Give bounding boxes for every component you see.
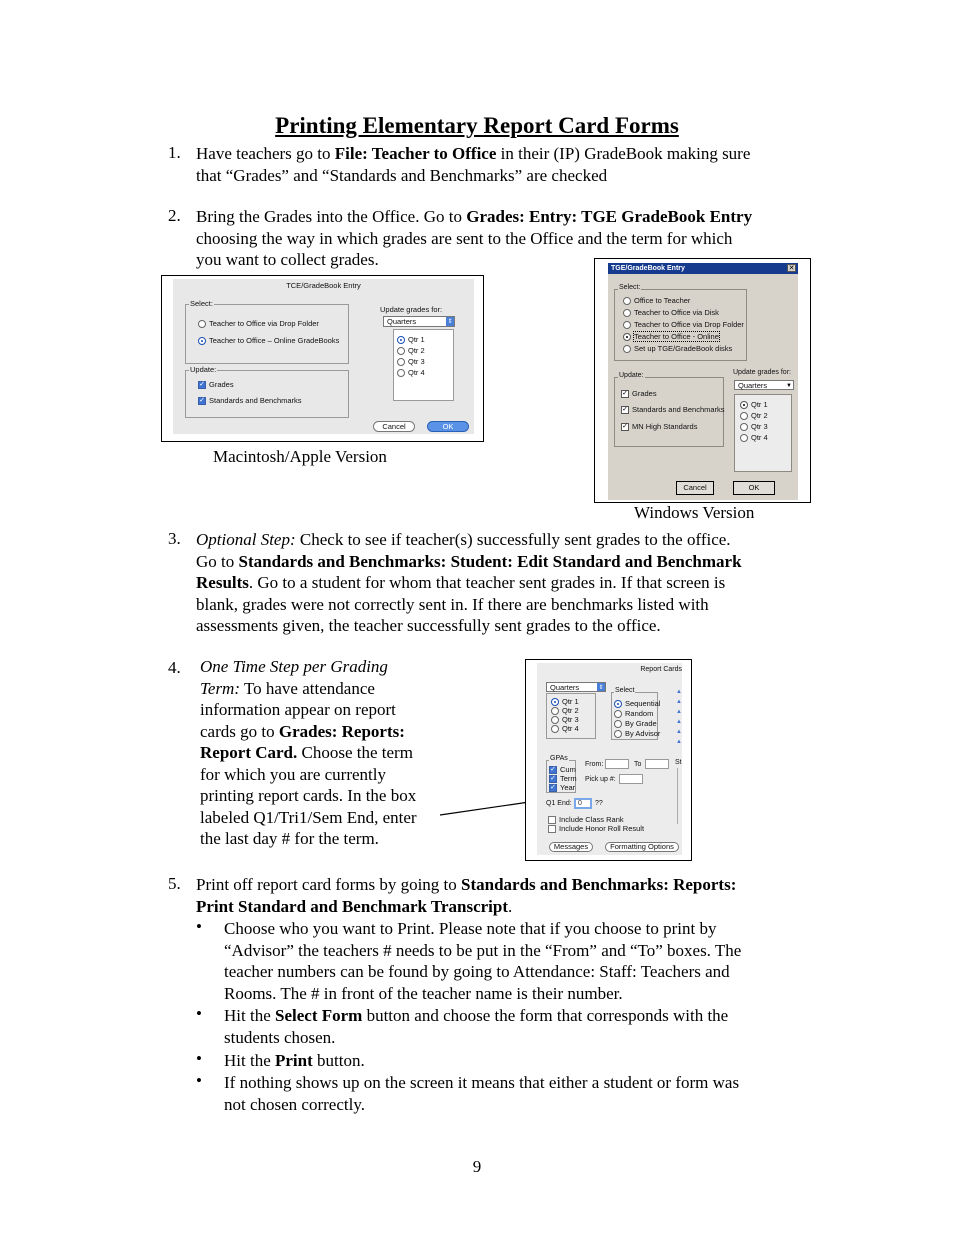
step-5-text: Print off report card forms by going to Standards and Benchmarks: Reports: Print Standard and Benchmark Transcript. — [196, 875, 737, 916]
report-cards-title: Report Cards — [640, 666, 682, 673]
radio-selected-icon[interactable] — [198, 337, 206, 345]
radio-selected-icon[interactable] — [397, 336, 405, 344]
rc-qtr-4[interactable] — [551, 724, 579, 733]
mac-quarter-list — [393, 329, 454, 401]
win-update-label: Update: — [619, 372, 644, 379]
win-update-grades-label: Update grades for: — [733, 369, 791, 376]
win-update-group — [614, 372, 725, 447]
rc-select-label: Select — [615, 687, 635, 694]
radio-icon[interactable] — [614, 710, 622, 718]
radio-icon[interactable] — [740, 434, 748, 442]
step-2-number: 2. — [168, 206, 181, 225]
checkbox-checked-icon[interactable]: ✓ — [199, 381, 205, 388]
rc-select-group — [611, 687, 661, 740]
rc-radio-random[interactable] — [614, 709, 653, 718]
win-check-standards[interactable] — [621, 405, 725, 414]
rc-from-input[interactable] — [605, 759, 629, 769]
rc-check-class-rank[interactable] — [548, 815, 624, 824]
radio-icon[interactable] — [740, 412, 748, 420]
radio-label: Random — [625, 709, 654, 718]
win-ok-button[interactable]: OK — [733, 481, 775, 495]
rc-qtr-2[interactable] — [551, 706, 579, 715]
mac-check-grades[interactable] — [198, 380, 234, 389]
radio-icon[interactable] — [623, 309, 631, 317]
radio-selected-icon[interactable] — [551, 698, 559, 706]
win-qtr-3[interactable] — [740, 422, 768, 431]
mac-term-dropdown[interactable] — [383, 316, 455, 327]
qtr-label: Qtr 4 — [562, 724, 579, 733]
step-1-number: 1. — [168, 143, 181, 162]
rc-q1-end-label: Q1 End: — [546, 800, 572, 807]
mac-cancel-button[interactable]: Cancel — [373, 421, 415, 432]
win-radio-setup-disks[interactable] — [623, 344, 732, 353]
checkbox-checked-icon[interactable]: ✓ — [622, 406, 628, 413]
win-check-grades[interactable] — [621, 389, 657, 398]
rc-gpa-label: GPAs — [550, 755, 568, 762]
radio-icon[interactable] — [198, 320, 206, 328]
radio-label: Sequential — [625, 699, 661, 708]
win-select-group — [614, 284, 747, 361]
qtr-label: Qtr 3 — [562, 715, 579, 724]
rc-quarter-list — [546, 693, 596, 739]
checkbox-label: Grades — [209, 380, 234, 389]
checkbox-checked-icon[interactable]: ✓ — [199, 397, 205, 404]
radio-label: Teacher to Office - Online — [634, 332, 719, 341]
checkbox-label: Cum — [560, 765, 576, 774]
rc-scroll-arrows-icon[interactable]: ▲ ▲ ▲ ▲ ▲ ▲ — [676, 689, 682, 745]
checkbox-label: Include Honor Roll Result — [559, 824, 645, 833]
close-icon[interactable]: ✕ — [788, 265, 795, 272]
rc-qtr-1[interactable] — [551, 697, 579, 706]
dropdown-value: Quarters — [738, 381, 768, 390]
page-number: 9 — [472, 1157, 482, 1176]
rc-check-cum[interactable] — [549, 765, 576, 774]
rc-to-input[interactable] — [645, 759, 669, 769]
radio-label: Office to Teacher — [634, 296, 691, 305]
radio-label: Set up TGE/GradeBook disks — [634, 344, 733, 353]
radio-label: By Advisor — [625, 729, 661, 738]
win-radio-via-disk[interactable] — [623, 308, 719, 317]
radio-icon[interactable] — [614, 730, 622, 738]
radio-selected-icon[interactable] — [623, 333, 631, 341]
mac-dialog-window — [173, 279, 474, 434]
rc-cut-text: St — [675, 759, 682, 766]
rc-gpa-group — [546, 755, 577, 793]
win-cancel-button[interactable]: Cancel — [676, 481, 714, 495]
mac-qtr-3[interactable] — [397, 357, 425, 366]
windows-caption: Windows Version — [634, 503, 755, 522]
windows-dialog-title: TGE/GradeBook Entry — [608, 263, 798, 274]
radio-icon[interactable] — [397, 358, 405, 366]
mac-update-label: Update: — [190, 365, 217, 374]
win-qtr-1[interactable] — [740, 400, 768, 409]
qtr-label: Qtr 1 — [562, 697, 579, 706]
report-cards-dialog-screenshot — [525, 659, 692, 861]
win-radio-online[interactable] — [623, 332, 719, 341]
checkbox-label: Standards and Benchmarks — [209, 396, 302, 405]
rc-pickup-input[interactable] — [619, 774, 643, 784]
checkbox-checked-icon[interactable]: ✓ — [622, 423, 628, 430]
radio-label: By Grade — [625, 719, 657, 728]
bullet-nothing-shows: If nothing shows up on the screen it means that either a student or form was not chosen correctly. — [224, 1073, 740, 1114]
dropdown-value: Quarters — [550, 683, 580, 692]
qtr-label: Qtr 3 — [751, 422, 768, 431]
radio-selected-icon[interactable] — [614, 700, 622, 708]
rc-radio-sequential[interactable] — [614, 699, 660, 708]
checkbox-label: Standards and Benchmarks — [632, 405, 725, 414]
mac-qtr-2[interactable] — [397, 346, 425, 355]
rc-q1-end-input[interactable]: 0 — [574, 798, 592, 809]
checkbox-checked-icon[interactable]: ✓ — [550, 766, 556, 773]
radio-icon[interactable] — [623, 345, 631, 353]
rc-qtr-3[interactable] — [551, 715, 579, 724]
mac-dialog-title: TCE/GradeBook Entry — [286, 281, 361, 290]
checkbox-icon[interactable] — [548, 816, 556, 824]
mac-qtr-4[interactable] — [397, 368, 425, 377]
windows-dialog-window — [608, 263, 798, 500]
mac-radio-drop-folder[interactable] — [198, 319, 319, 328]
win-select-label: Select: — [619, 284, 641, 291]
rc-q1-end-suffix: ?? — [595, 800, 603, 807]
checkbox-checked-icon[interactable]: ✓ — [622, 390, 628, 397]
radio-label: Teacher to Office – Online GradeBooks — [209, 336, 340, 345]
rc-check-year[interactable] — [549, 783, 575, 792]
radio-icon[interactable] — [623, 321, 631, 329]
step-4-text: One Time Step per Grading Term: To have attendance information appear on report cards go to Grades: Reports: Report Card. Choose the term for which you are currently printing report cards. In the box labeled Q1/Tri1/Sem End, enter the last day # for the term. — [200, 657, 417, 848]
step-4-number: 4. — [168, 658, 181, 677]
radio-icon[interactable] — [397, 369, 405, 377]
rc-formatting-options-button[interactable]: Formatting Options — [605, 842, 679, 852]
win-qtr-4[interactable] — [740, 433, 768, 442]
mac-ok-button[interactable]: OK — [427, 421, 469, 432]
bullet-icon: • — [196, 1071, 202, 1090]
checkbox-icon[interactable] — [548, 825, 556, 833]
qtr-label: Qtr 2 — [562, 706, 579, 715]
radio-icon[interactable] — [551, 725, 559, 733]
win-qtr-2[interactable] — [740, 411, 768, 420]
qtr-label: Qtr 4 — [408, 368, 425, 377]
rc-term-dropdown[interactable] — [546, 682, 606, 692]
mac-select-group — [185, 299, 349, 364]
bullet-icon: • — [196, 917, 202, 936]
step-3-number: 3. — [168, 529, 181, 548]
mac-select-label: Select: — [190, 299, 213, 308]
radio-label: Teacher to Office via Disk — [634, 308, 719, 317]
qtr-label: Qtr 2 — [408, 346, 425, 355]
bullet-icon: • — [196, 1004, 202, 1023]
qtr-label: Qtr 3 — [408, 357, 425, 366]
win-check-mn-high[interactable] — [621, 422, 697, 431]
win-term-dropdown[interactable] — [734, 380, 794, 390]
bullet-select-form: Hit the Select Form button and choose the form that corresponds with the students chosen. — [224, 1006, 729, 1047]
rc-to-label: To — [634, 761, 642, 768]
mac-radio-online[interactable] — [198, 336, 339, 345]
rc-radio-by-advisor[interactable] — [614, 729, 660, 738]
bullet-print: Hit the Print button. — [224, 1051, 365, 1070]
rc-pickup-label: Pick up #: — [585, 776, 616, 783]
checkbox-label: Year — [560, 783, 576, 792]
rc-divider — [677, 768, 678, 824]
mac-qtr-1[interactable] — [397, 335, 425, 344]
dropdown-arrows-icon: ⇕ — [598, 685, 604, 691]
page-title: Printing Elementary Report Card Forms — [275, 113, 679, 138]
radio-icon[interactable] — [551, 707, 559, 715]
radio-label: Teacher to Office via Drop Folder — [634, 320, 744, 329]
mac-update-group — [185, 365, 349, 418]
radio-label: Teacher to Office via Drop Folder — [209, 319, 319, 328]
mac-check-standards[interactable] — [198, 396, 302, 405]
step-2-text: Bring the Grades into the Office. Go to Grades: Entry: TGE GradeBook Entry choosing the way in which grades are sent to the Office and the term for which you want to collect grades. — [196, 207, 753, 269]
chevron-down-icon: ▼ — [786, 383, 792, 389]
win-radio-office-to-teacher[interactable] — [623, 296, 690, 305]
qtr-label: Qtr 1 — [408, 335, 425, 344]
radio-icon[interactable] — [614, 720, 622, 728]
win-radio-drop-folder[interactable] — [623, 320, 744, 329]
qtr-label: Qtr 2 — [751, 411, 768, 420]
radio-icon[interactable] — [551, 716, 559, 724]
step-1-text: Have teachers go to File: Teacher to Office in their (IP) GradeBook making sure that “Grades” and “Standards and Benchmarks” are checked — [196, 144, 751, 185]
windows-dialog-screenshot — [594, 258, 811, 503]
mac-update-grades-label: Update grades for: — [380, 305, 443, 314]
checkbox-label: Include Class Rank — [559, 815, 624, 824]
dropdown-value: Quarters — [387, 317, 417, 326]
checkbox-label: MN High Standards — [632, 422, 698, 431]
bullet-icon: • — [196, 1049, 202, 1068]
checkbox-checked-icon[interactable]: ✓ — [550, 775, 556, 782]
radio-icon[interactable] — [740, 423, 748, 431]
rc-check-term[interactable] — [549, 774, 577, 783]
checkbox-label: Term — [560, 774, 577, 783]
dropdown-arrows-icon: ⇕ — [447, 319, 453, 325]
radio-icon[interactable] — [397, 347, 405, 355]
bullet-choose-who: Choose who you want to Print. Please note that if you choose to print by “Advisor” the teachers # needs to be put in the “From” and “To” boxes. The teacher numbers can be found by going to Attendance: Staff: Teachers and Rooms. The # in front of the teacher name is their number. — [224, 919, 742, 1003]
step-5-number: 5. — [168, 874, 181, 893]
step-3-text: Optional Step: Check to see if teacher(s) successfully sent grades to the office. Go to Standards and Benchmarks: Student: Edit Standard and Benchmark Results. Go to a student for whom that teacher sent grades in. If that screen is blank, grades were not correctly sent in. If there are benchmarks listed with assessments given, the teacher successfully sent grades to the office. — [196, 530, 742, 635]
mac-caption: Macintosh/Apple Version — [213, 447, 387, 466]
checkbox-checked-icon[interactable]: ✓ — [550, 784, 556, 791]
qtr-label: Qtr 4 — [751, 433, 768, 442]
mac-dialog-screenshot — [161, 275, 484, 442]
rc-check-honor-roll[interactable] — [548, 824, 644, 833]
report-cards-window — [537, 663, 682, 855]
radio-icon[interactable] — [623, 297, 631, 305]
rc-radio-by-grade[interactable] — [614, 719, 657, 728]
qtr-label: Qtr 1 — [751, 400, 768, 409]
rc-from-label: From: — [585, 761, 604, 768]
win-quarter-list — [734, 394, 792, 472]
rc-messages-button[interactable]: Messages — [549, 842, 593, 852]
radio-selected-icon[interactable] — [740, 401, 748, 409]
checkbox-label: Grades — [632, 389, 657, 398]
